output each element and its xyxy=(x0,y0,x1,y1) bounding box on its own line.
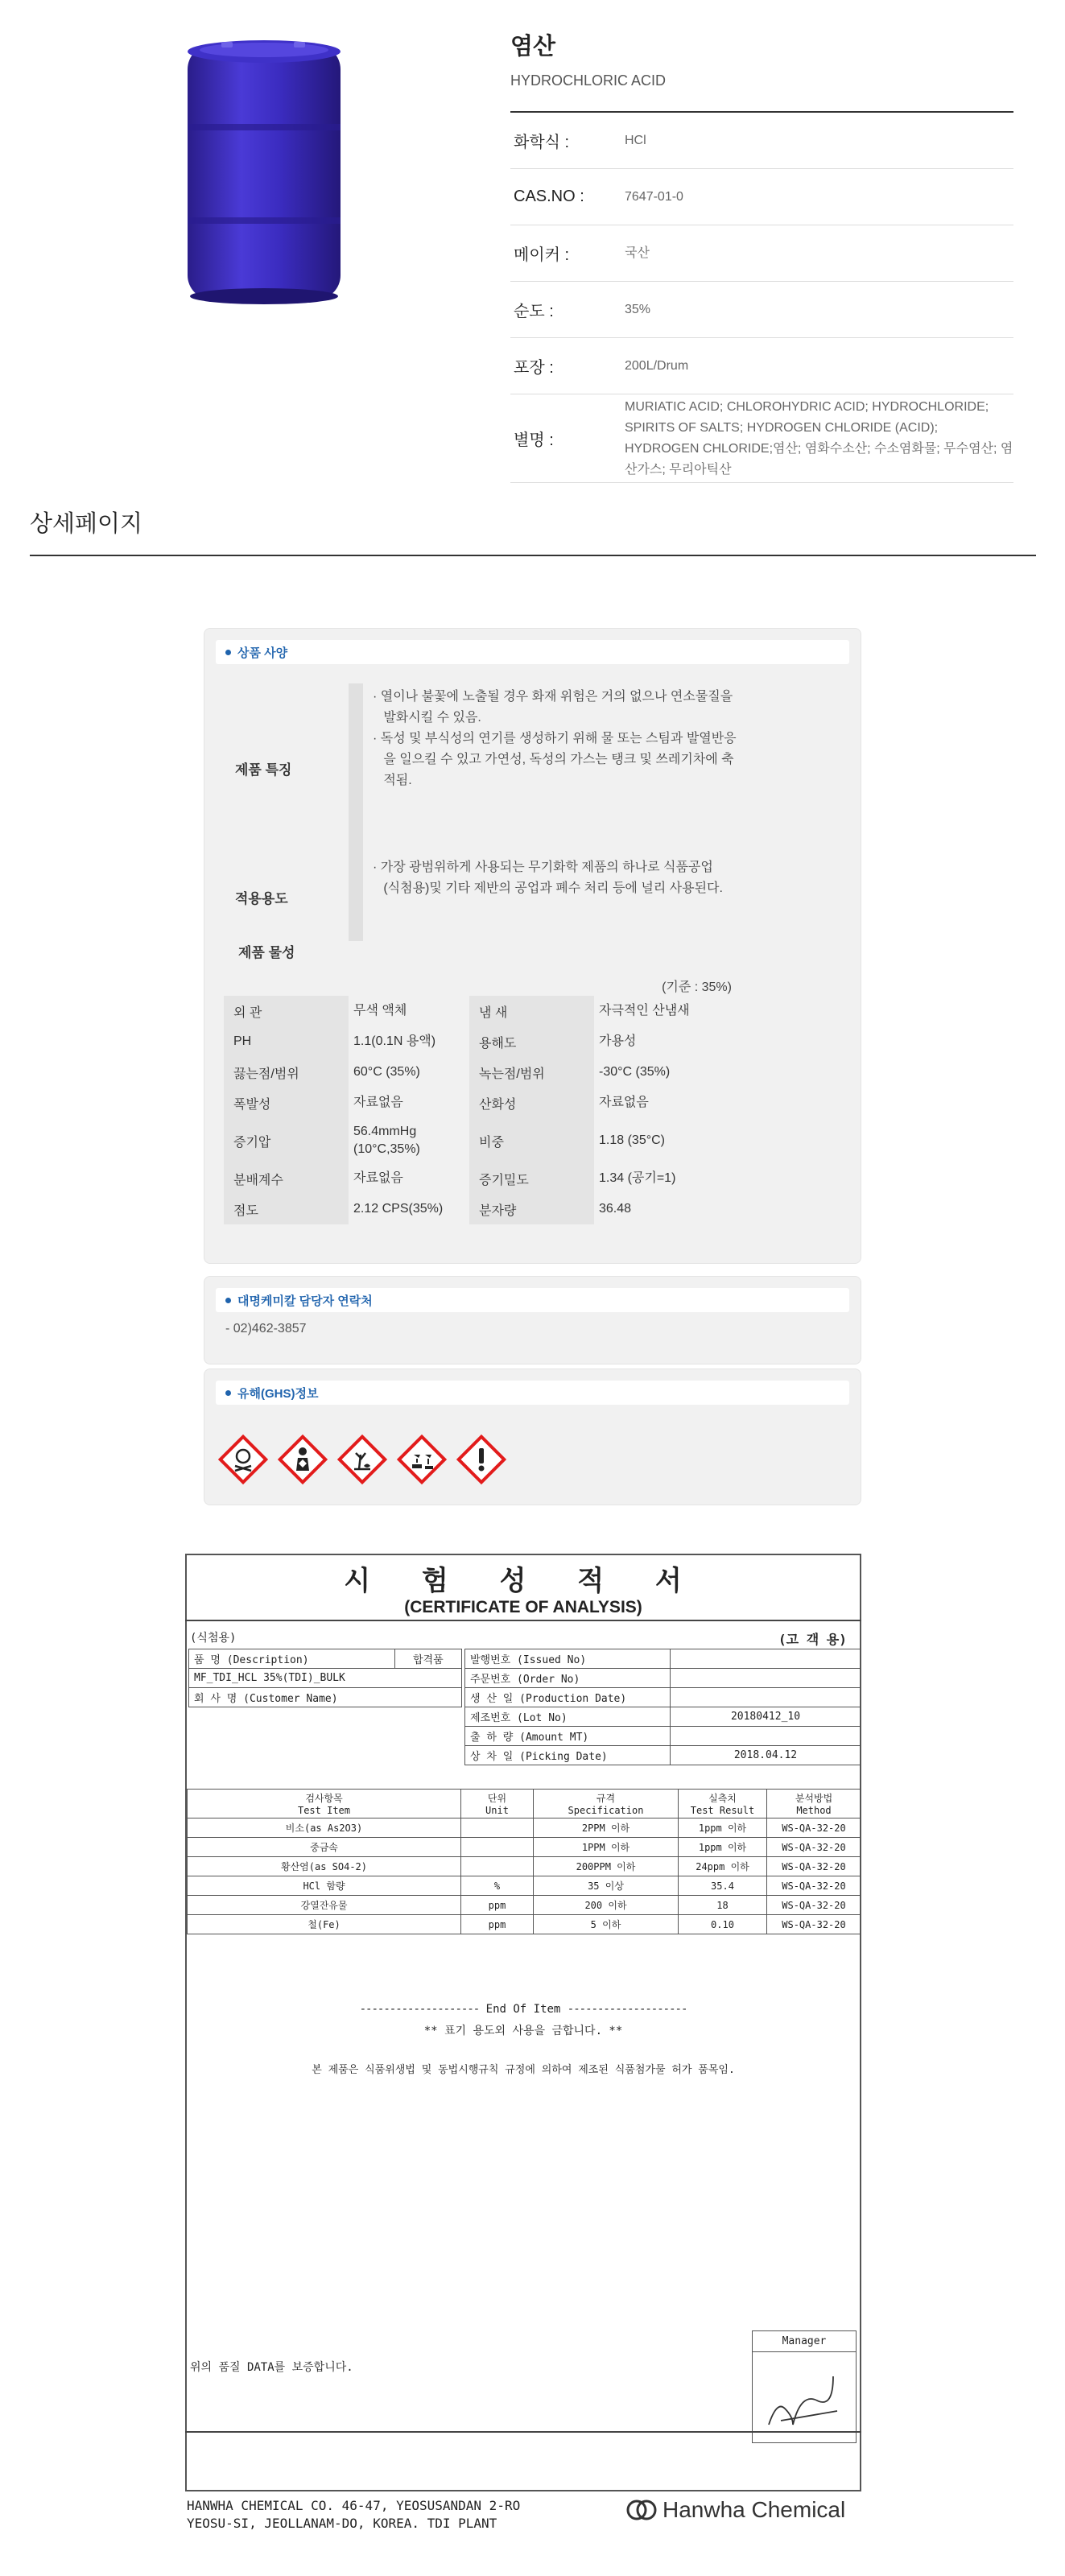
feature-line: 적됨. xyxy=(373,774,412,787)
amount-label: 출 하 량 (Amount MT) xyxy=(465,1727,671,1746)
product-info xyxy=(510,31,1013,483)
product-spec-table xyxy=(510,111,1013,483)
result-label: 합격품 xyxy=(394,1649,461,1669)
certificate-title xyxy=(185,1554,861,1621)
spec-value: 200L/Drum xyxy=(625,358,689,373)
result-method: WS-QA-32-20 xyxy=(767,1838,861,1857)
phys-key: 점도 xyxy=(224,1194,349,1224)
usage-line: (식첨용)및 기타 제반의 공업과 폐수 처리 등에 널리 사용된다. xyxy=(373,881,723,895)
result-unit: % xyxy=(461,1876,534,1896)
result-unit xyxy=(461,1818,534,1838)
results-row xyxy=(188,1876,861,1896)
spec-value: HCl xyxy=(625,133,646,147)
spec-key: 순도 : xyxy=(514,303,554,320)
product-drum-image xyxy=(181,34,346,308)
customer-label: 회 사 명 (Customer Name) xyxy=(189,1688,462,1707)
result-item: 비소(as As2O3) xyxy=(188,1818,461,1838)
result-item: 철(Fe) xyxy=(188,1915,461,1934)
feature-key: 제품 특징 xyxy=(235,762,292,778)
feature-row xyxy=(224,683,844,852)
ghs-corrosive-icon xyxy=(396,1434,448,1485)
spec-value: 35% xyxy=(625,302,651,316)
guarantee-statement: 위의 품질 DATA를 보증합니다. xyxy=(190,2361,353,2374)
header-kr: 분석방법 xyxy=(795,1793,833,1804)
header-en: Method xyxy=(796,1805,832,1816)
certificate-left-info xyxy=(188,1649,462,1707)
bullet-icon xyxy=(225,1390,231,1396)
results-header xyxy=(188,1790,861,1818)
amount-value xyxy=(671,1727,861,1746)
results-row xyxy=(188,1896,861,1915)
result-spec: 5 이하 xyxy=(534,1915,679,1934)
physical-row xyxy=(224,1026,731,1057)
spec-value: MURIATIC ACID; CHLOROHYDRIC ACID; HYDROCHLORIDE; SPIRITS OF SALTS; HYDROGEN CHLORIDE (ACID); HYDROGEN CHLORIDE;염산; 염화수소산; 수소염화물; 무수염산; 염산가스; 무리아틱산 xyxy=(625,399,1013,477)
panel-header xyxy=(216,1288,849,1312)
physical-table xyxy=(224,996,731,1224)
address-line: YEOSU-SI, JEOLLANAM-DO, KOREA. TDI PLANT xyxy=(187,2516,497,2531)
panel-header-label: 유해(GHS)정보 xyxy=(237,1386,319,1401)
result-spec: 2PPM 이하 xyxy=(534,1818,679,1838)
phys-key: 분배계수 xyxy=(224,1163,349,1194)
phys-key: 폭발성 xyxy=(224,1088,349,1118)
issued-no-value xyxy=(671,1649,861,1669)
header-kr: 단위 xyxy=(487,1793,507,1804)
result-item: 강열잔유물 xyxy=(188,1896,461,1915)
result-value: 24ppm 이하 xyxy=(679,1857,767,1876)
ghs-toxic-icon xyxy=(217,1434,269,1485)
spec-key: 화학식 : xyxy=(514,134,570,151)
certificate-title-en: (CERTIFICATE OF ANALYSIS) xyxy=(404,1598,642,1616)
end-of-item-line: -------------------- End Of Item -------------------- xyxy=(359,2003,687,2016)
header-kr: 실측치 xyxy=(708,1793,737,1804)
usage-line: · 가장 광범위하게 사용되는 무기화학 제품의 하나로 식품공업 xyxy=(373,861,713,874)
phys-value: 1.1(0.1N 용액) xyxy=(353,1034,436,1048)
lot-no-value: 20180412_10 xyxy=(671,1707,861,1727)
header-en: Unit xyxy=(485,1805,509,1816)
ghs-health-hazard-icon xyxy=(277,1434,328,1485)
usage-row xyxy=(224,852,844,941)
signature-image xyxy=(753,2352,856,2441)
header-en: Test Item xyxy=(297,1805,351,1816)
phys-key: 끓는점/범위 xyxy=(224,1057,349,1088)
result-spec: 200 이하 xyxy=(534,1896,679,1915)
production-date-label: 생 산 일 (Production Date) xyxy=(465,1688,671,1707)
certificate-document xyxy=(179,1554,867,2531)
spec-value: 7647-01-0 xyxy=(625,189,683,204)
physical-row xyxy=(224,1194,731,1224)
features-block xyxy=(224,683,844,941)
phys-key: 산화성 xyxy=(469,1088,594,1118)
feature-divider xyxy=(349,683,363,852)
usage-key: 적용용도 xyxy=(235,890,288,906)
order-no-label: 주문번호 (Order No) xyxy=(465,1669,671,1688)
phys-key: 용해도 xyxy=(469,1026,594,1057)
spec-row-formula xyxy=(510,113,1013,169)
result-value: 35.4 xyxy=(679,1876,767,1896)
phys-key: 녹는점/범위 xyxy=(469,1057,594,1088)
result-unit xyxy=(461,1838,534,1857)
spec-value: 국산 xyxy=(625,246,650,260)
lot-no-label: 제조번호 (Lot No) xyxy=(465,1707,671,1727)
result-spec: 200PPM 이하 xyxy=(534,1857,679,1876)
detail-divider xyxy=(30,555,1036,556)
result-method: WS-QA-32-20 xyxy=(767,1896,861,1915)
phys-value: 56.4mmHg (10°C,35%) xyxy=(353,1125,420,1156)
product-title: 염산 xyxy=(510,34,556,60)
ghs-panel xyxy=(204,1368,861,1505)
company-address xyxy=(187,2497,520,2533)
phys-value: 1.34 (공기=1) xyxy=(599,1171,676,1185)
desc-value: MF_TDI_HCL 35%(TDI)_BULK xyxy=(189,1669,462,1688)
signature-box xyxy=(752,2330,857,2443)
phys-key: 증기밀도 xyxy=(469,1163,594,1194)
feature-line: · 독성 및 부식성의 연기를 생성하기 위해 물 또는 스팀과 발열반응 xyxy=(373,732,737,745)
phys-value: 자료없음 xyxy=(353,1096,403,1109)
result-item: HCl 함량 xyxy=(188,1876,461,1896)
ghs-pictograms xyxy=(217,1434,861,1485)
result-method: WS-QA-32-20 xyxy=(767,1857,861,1876)
ghs-exclamation-icon xyxy=(456,1434,507,1485)
hanwha-logo-text: Hanwha Chemical xyxy=(663,2497,846,2522)
results-row xyxy=(188,1915,861,1934)
result-spec: 35 이상 xyxy=(534,1876,679,1896)
order-no-value xyxy=(671,1669,861,1688)
phys-key: 비중 xyxy=(469,1118,594,1163)
phys-key: 증기압 xyxy=(224,1118,349,1163)
feature-line: 을 일으킬 수 있고 가연성, 독성의 가스는 탱크 및 쓰레기차에 축 xyxy=(373,753,734,766)
phys-value: 가용성 xyxy=(599,1034,637,1048)
physical-row xyxy=(224,996,731,1026)
results-row xyxy=(188,1818,861,1838)
result-spec: 1PPM 이하 xyxy=(534,1838,679,1857)
phys-key: 분자량 xyxy=(469,1194,594,1224)
panel-header-label: 대명케미칼 담당자 연락처 xyxy=(237,1294,373,1308)
approval-statement: 본 제품은 식품위생법 및 동법시행규칙 규정에 의하여 제조된 식품첨가물 허가 품목임. xyxy=(312,2064,735,2076)
panel-header-label: 상품 사양 xyxy=(237,646,288,660)
hanwha-logo xyxy=(625,2497,845,2523)
address-line: HANWHA CHEMICAL CO. 46-47, YEOSUSANDAN 2-RO xyxy=(187,2498,521,2513)
feature-line: · 열이나 불꽃에 노출될 경우 화재 위험은 거의 없으나 연소물질을 xyxy=(373,690,733,704)
certificate-title-kr: 시 험 성 적 서 xyxy=(344,1565,703,1597)
spec-row-cas xyxy=(510,169,1013,225)
end-of-item-text: End Of Item xyxy=(485,2003,561,2016)
spec-row-maker xyxy=(510,225,1013,282)
usage-divider xyxy=(349,852,363,941)
spec-key: CAS.NO : xyxy=(514,188,584,205)
result-value: 18 xyxy=(679,1896,767,1915)
phys-value: 자료없음 xyxy=(599,1096,649,1109)
issued-no-label: 발행번호 (Issued No) xyxy=(465,1649,671,1669)
certificate-type-left: (식첨용) xyxy=(190,1632,237,1645)
physical-title: 제품 물성 xyxy=(238,945,295,960)
phys-value: 자료없음 xyxy=(353,1171,403,1185)
physical-row xyxy=(224,1118,731,1163)
phys-key: 냄 새 xyxy=(469,996,594,1026)
certificate-right-info xyxy=(464,1649,861,1765)
phys-key: 외 관 xyxy=(224,996,349,1026)
physical-basis: (기준 : 35%) xyxy=(662,980,732,994)
header-en: Specification xyxy=(568,1805,644,1816)
panel-header xyxy=(216,640,849,664)
feature-line: 발화시킬 수 있음. xyxy=(373,711,481,724)
spec-row-purity xyxy=(510,282,1013,338)
result-unit xyxy=(461,1857,534,1876)
header-kr: 규격 xyxy=(596,1793,616,1804)
result-method: WS-QA-32-20 xyxy=(767,1818,861,1838)
usage-warning: ** 표기 용도외 사용을 금합니다. ** xyxy=(423,2025,623,2037)
contact-panel xyxy=(204,1276,861,1364)
ghs-environment-icon xyxy=(336,1434,388,1485)
certificate-footer-rule xyxy=(185,2431,861,2433)
physical-row xyxy=(224,1088,731,1118)
certificate-type-right: (고 객 용) xyxy=(778,1632,847,1647)
spec-row-alias xyxy=(510,394,1013,483)
results-row xyxy=(188,1857,861,1876)
header-en: Test Result xyxy=(690,1805,755,1816)
spec-row-package xyxy=(510,338,1013,394)
spec-key: 메이커 : xyxy=(514,246,570,264)
bullet-icon xyxy=(225,1298,231,1303)
certificate-results-table xyxy=(187,1789,861,1934)
result-method: WS-QA-32-20 xyxy=(767,1915,861,1934)
results-row xyxy=(188,1838,861,1857)
result-value: 1ppm 이하 xyxy=(679,1838,767,1857)
usage-text xyxy=(363,852,844,941)
result-item: 황산염(as SO4-2) xyxy=(188,1857,461,1876)
phys-key: PH xyxy=(224,1026,349,1057)
picking-date-value: 2018.04.12 xyxy=(671,1746,861,1765)
feature-text xyxy=(363,683,844,852)
bullet-icon xyxy=(225,650,231,655)
phys-value: 자극적인 산냄새 xyxy=(599,1004,690,1018)
hanwha-logo-icon xyxy=(625,2497,658,2523)
result-value: 0.10 xyxy=(679,1915,767,1934)
detail-page-title: 상세페이지 xyxy=(30,511,143,537)
spec-key: 포장 : xyxy=(514,359,554,377)
header-kr: 검사항목 xyxy=(305,1793,343,1804)
product-subtitle: HYDROCHLORIC ACID xyxy=(510,72,667,89)
production-date-value xyxy=(671,1688,861,1707)
contact-phone: - 02)462-3857 xyxy=(225,1322,307,1335)
result-item: 중금속 xyxy=(188,1838,461,1857)
result-value: 1ppm 이하 xyxy=(679,1818,767,1838)
product-spec-panel xyxy=(204,628,861,1264)
phys-value: 2.12 CPS(35%) xyxy=(353,1202,444,1216)
picking-date-label: 상 차 일 (Picking Date) xyxy=(465,1746,671,1765)
phys-value: 60°C (35%) xyxy=(353,1065,420,1079)
physical-row xyxy=(224,1163,731,1194)
phys-value: 36.48 xyxy=(599,1202,632,1216)
result-method: WS-QA-32-20 xyxy=(767,1876,861,1896)
desc-label: 품 명 (Description) xyxy=(189,1649,395,1669)
phys-value: 무색 액체 xyxy=(353,1004,407,1018)
phys-value: -30°C (35%) xyxy=(599,1065,671,1079)
spec-key: 별명 : xyxy=(514,431,554,449)
manager-label: Manager xyxy=(753,2331,856,2352)
physical-row xyxy=(224,1057,731,1088)
panel-header xyxy=(216,1381,849,1405)
result-unit: ppm xyxy=(461,1896,534,1915)
phys-value: 1.18 (35°C) xyxy=(599,1133,665,1147)
result-unit: ppm xyxy=(461,1915,534,1934)
